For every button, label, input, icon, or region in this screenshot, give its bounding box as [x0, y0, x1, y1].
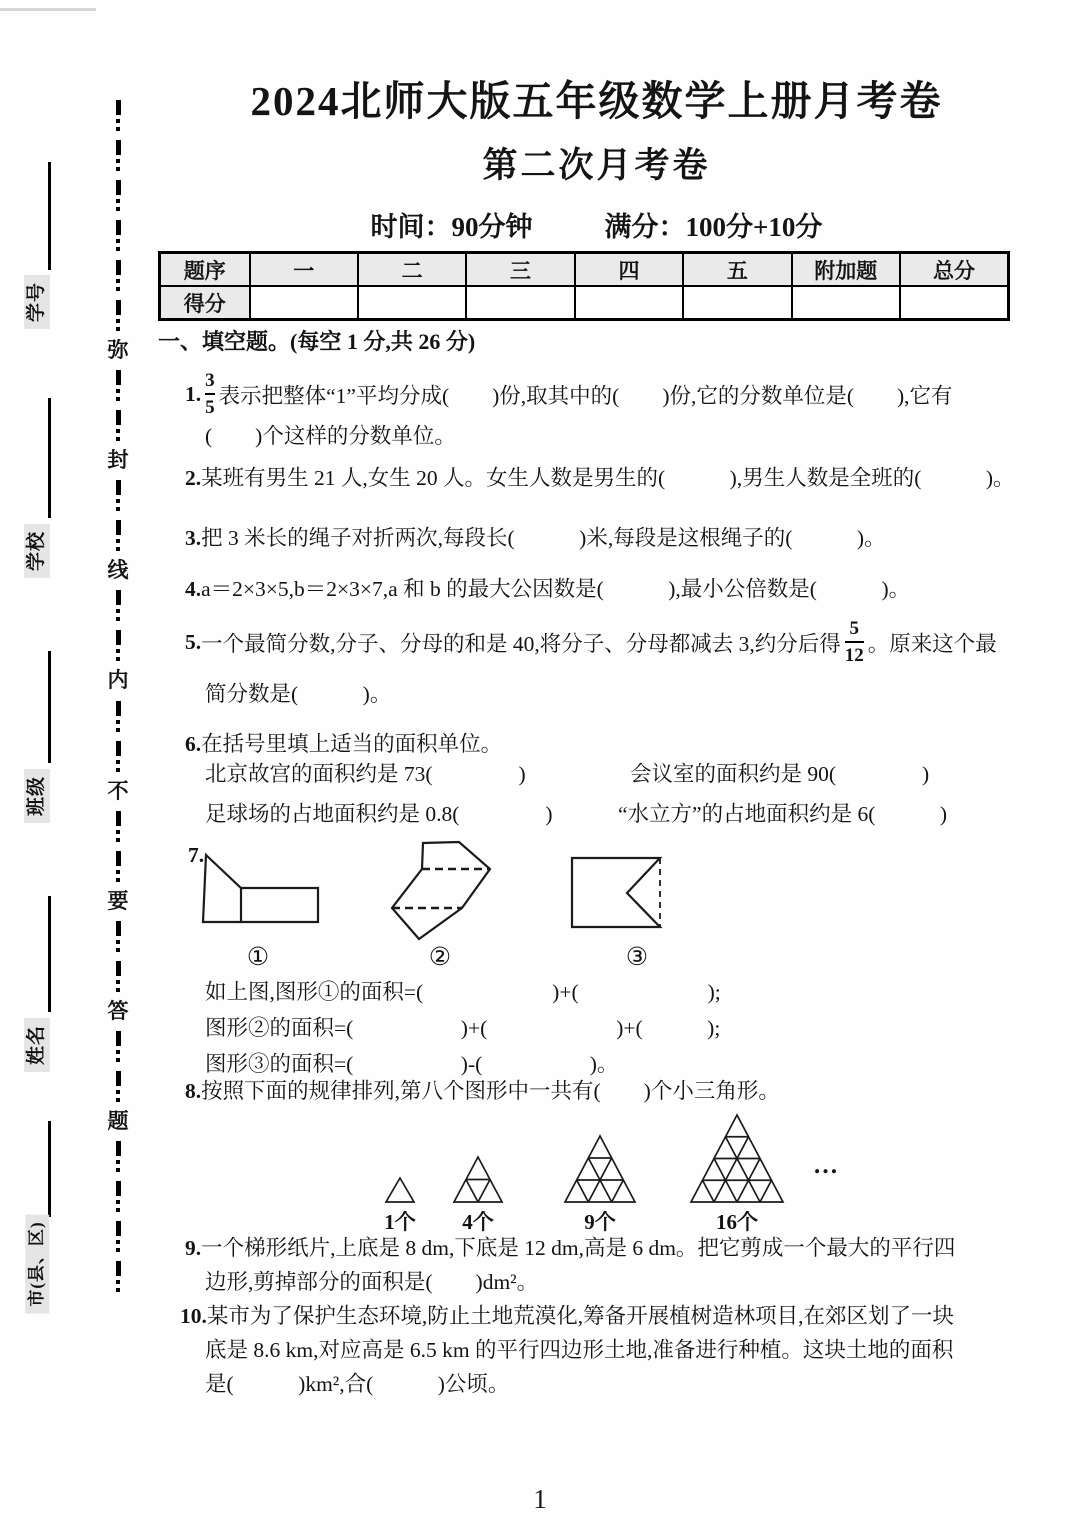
seal-dash — [116, 1031, 121, 1062]
fraction-denominator: 12 — [844, 645, 864, 666]
score-table-cell: 总分 — [900, 253, 1008, 287]
class-label: 班级 — [24, 769, 50, 823]
question-10-line-2: 底是 8.6 km,对应高是 6.5 km 的平行四边形土地,准备进行种植。这块土地的面积 — [205, 1338, 954, 1362]
question-number: 3. — [185, 526, 202, 550]
seal-char: 要 — [107, 888, 129, 913]
q7-shapes-figure — [158, 838, 858, 943]
student-id-write-line — [48, 162, 51, 270]
score-table-cell: 二 — [358, 253, 466, 287]
seal-dash — [116, 630, 121, 661]
score-table-score-row — [160, 286, 1009, 320]
shape-2-label: ② — [428, 944, 452, 971]
seal-dash — [116, 701, 121, 732]
score-table-cell: 五 — [683, 253, 791, 287]
question-7-line-1: 如上图,图形①的面积=( )+( ); — [205, 980, 721, 1004]
seal-dash — [116, 180, 121, 211]
question-text: 某市为了保护生态环境,防止土地荒漠化,筹备开展植树造林项目,在郊区划了一块 — [206, 1304, 955, 1328]
question-number: 7. — [188, 843, 205, 867]
triangle-count-label: 16个 — [716, 1210, 758, 1234]
page-subtitle: 第二次月考卷 — [482, 146, 711, 185]
question-9-line-1 — [185, 1236, 955, 1262]
pattern-ellipsis: … — [813, 1152, 838, 1179]
pattern-triangle — [386, 1178, 414, 1202]
fraction-numerator: 3 — [205, 370, 215, 391]
seal-dash — [116, 1181, 121, 1212]
question-number: 1. — [185, 381, 202, 406]
question-3 — [185, 526, 886, 552]
question-6-item: 足球场的占地面积约是 0.8( ) — [205, 802, 553, 826]
question-5-line-2: 简分数是( )。 — [205, 682, 392, 706]
seal-dash — [116, 741, 121, 772]
score-blank-cell — [792, 286, 900, 320]
scan-artifact — [0, 8, 96, 11]
seal-dash — [116, 1221, 121, 1252]
triangle-count-label: 1个 — [384, 1210, 416, 1234]
seal-dash — [116, 370, 121, 401]
seal-dash — [116, 410, 121, 441]
question-2 — [185, 466, 1015, 492]
score-table-cell: 四 — [575, 253, 683, 287]
seal-dash — [116, 480, 121, 511]
shape-2-outline — [392, 842, 490, 939]
fraction-3-5 — [205, 371, 215, 417]
triangle-count-label: 4个 — [462, 1210, 494, 1234]
question-6-item: 会议室的面积约是 90( ) — [630, 762, 930, 786]
student-id-label: 学号 — [24, 275, 50, 329]
question-9-line-2: 边形,剪掉部分的面积是( )dm²。 — [205, 1270, 539, 1294]
score-blank-cell — [250, 286, 358, 320]
question-8 — [185, 1079, 780, 1105]
seal-dash — [116, 1261, 121, 1292]
district-label: 市(县、区) — [25, 1214, 49, 1313]
question-text: 在括号里填上适当的面积单位。 — [201, 732, 503, 756]
q8-triangle-pattern-figure — [358, 1108, 848, 1208]
question-text: 表示把整体“1”平均分成( )份,取其中的( )份,它的分数单位是( ),它有 — [218, 383, 953, 408]
question-text: 一个梯形纸片,上底是 8 dm,下底是 12 dm,高是 6 dm。把它剪成一个最大的平行四 — [201, 1236, 956, 1260]
question-10-line-1 — [180, 1304, 954, 1330]
score-table-cell: 题序 — [160, 253, 250, 287]
question-7-line-3: 图形③的面积=( )-( )。 — [205, 1052, 619, 1076]
question-number: 5. — [185, 629, 202, 654]
question-number: 6. — [185, 732, 202, 756]
seal-dash — [116, 260, 121, 291]
fraction-numerator: 5 — [849, 618, 860, 639]
question-text: 把 3 米长的绳子对折两次,每段长( )米,每段是这根绳子的( )。 — [201, 526, 886, 550]
question-6 — [185, 732, 502, 758]
question-5-line-1 — [185, 610, 997, 674]
seal-dash — [116, 520, 121, 551]
seal-dash — [116, 1141, 121, 1172]
seal-dash — [116, 300, 121, 331]
name-write-line — [48, 896, 51, 1012]
pattern-triangle — [565, 1136, 635, 1202]
question-number: 2. — [185, 466, 202, 490]
seal-char: 线 — [107, 558, 129, 583]
seal-char: 题 — [107, 1108, 129, 1133]
score-table-cell: 一 — [250, 253, 358, 287]
score-blank-cell — [575, 286, 683, 320]
seal-line — [103, 100, 133, 1292]
school-write-line — [48, 398, 51, 518]
seal-char: 弥 — [107, 338, 129, 363]
question-1-line-2: ( )个这样的分数单位。 — [205, 424, 456, 448]
score-row-label: 得分 — [160, 286, 250, 320]
seal-char: 内 — [107, 668, 129, 693]
question-4 — [185, 577, 910, 603]
seal-dash — [116, 921, 121, 952]
class-write-line — [48, 651, 51, 763]
school-label: 学校 — [24, 524, 50, 578]
shape-1-label: ① — [246, 944, 270, 971]
score-table-header-row — [160, 253, 1009, 287]
fraction-denominator: 5 — [205, 397, 215, 418]
question-text: 一个最简分数,分子、分母的和是 40,将分子、分母都减去 3,约分后得 — [201, 631, 841, 656]
district-write-line — [48, 1121, 51, 1217]
score-blank-cell — [900, 286, 1008, 320]
exam-page — [158, 0, 1035, 1527]
seal-dash — [116, 140, 121, 171]
question-6-item: “水立方”的占地面积约是 6( ) — [618, 802, 948, 826]
page-title: 2024北师大版五年级数学上册月考卷 — [250, 78, 943, 124]
question-text: 某班有男生 21 人,女生 20 人。女生人数是男生的( ),男生人数是全班的( )。 — [201, 466, 1015, 490]
question-10-line-3: 是( )km²,合( )公顷。 — [205, 1372, 510, 1396]
triangle-count-label: 9个 — [584, 1210, 616, 1234]
question-6-item: 北京故宫的面积约是 73( ) — [205, 762, 526, 786]
section-one-heading: 一、填空题。(每空 1 分,共 26 分) — [158, 329, 476, 354]
seal-char: 答 — [107, 998, 129, 1023]
question-number: 4. — [185, 577, 202, 601]
page-number: 1 — [533, 1484, 547, 1514]
question-number: 10. — [180, 1304, 207, 1328]
question-text: 按照下面的规律排列,第八个图形中一共有( )个小三角形。 — [201, 1079, 780, 1103]
question-text: a＝2×3×5,b＝2×3×7,a 和 b 的最大公因数是( ),最小公倍数是( )。 — [201, 577, 911, 601]
seal-dash — [116, 811, 121, 842]
seal-char: 封 — [107, 448, 129, 473]
score-table-cell: 附加题 — [792, 253, 900, 287]
shape-3-outline — [572, 858, 660, 927]
score-blank-cell — [683, 286, 791, 320]
shape-1-outline — [203, 855, 318, 922]
name-label: 姓名 — [24, 1018, 50, 1072]
question-text: 。原来这个最 — [867, 631, 997, 656]
seal-char: 不 — [107, 778, 129, 803]
fraction-5-12 — [845, 619, 864, 665]
score-blank-cell — [358, 286, 466, 320]
fraction-bar — [845, 641, 864, 643]
seal-dash — [116, 961, 121, 992]
question-7-line-2: 图形②的面积=( )+( )+( ); — [205, 1016, 721, 1040]
full-score-label: 满分：100分+10分 — [604, 212, 823, 242]
score-blank-cell — [466, 286, 574, 320]
seal-dash — [116, 851, 121, 882]
score-table — [158, 251, 1010, 321]
seal-dash — [116, 220, 121, 251]
question-number: 9. — [185, 1236, 202, 1260]
question-number: 8. — [185, 1079, 202, 1103]
score-table-cell: 三 — [466, 253, 574, 287]
seal-dash — [116, 1071, 121, 1102]
exam-info — [158, 205, 1035, 244]
seal-dash — [116, 100, 121, 131]
question-1-line-1 — [185, 362, 953, 426]
fraction-bar — [205, 393, 215, 395]
shape-3-label: ③ — [625, 944, 649, 971]
seal-dash — [116, 590, 121, 621]
time-label: 时间：90分钟 — [370, 212, 533, 242]
